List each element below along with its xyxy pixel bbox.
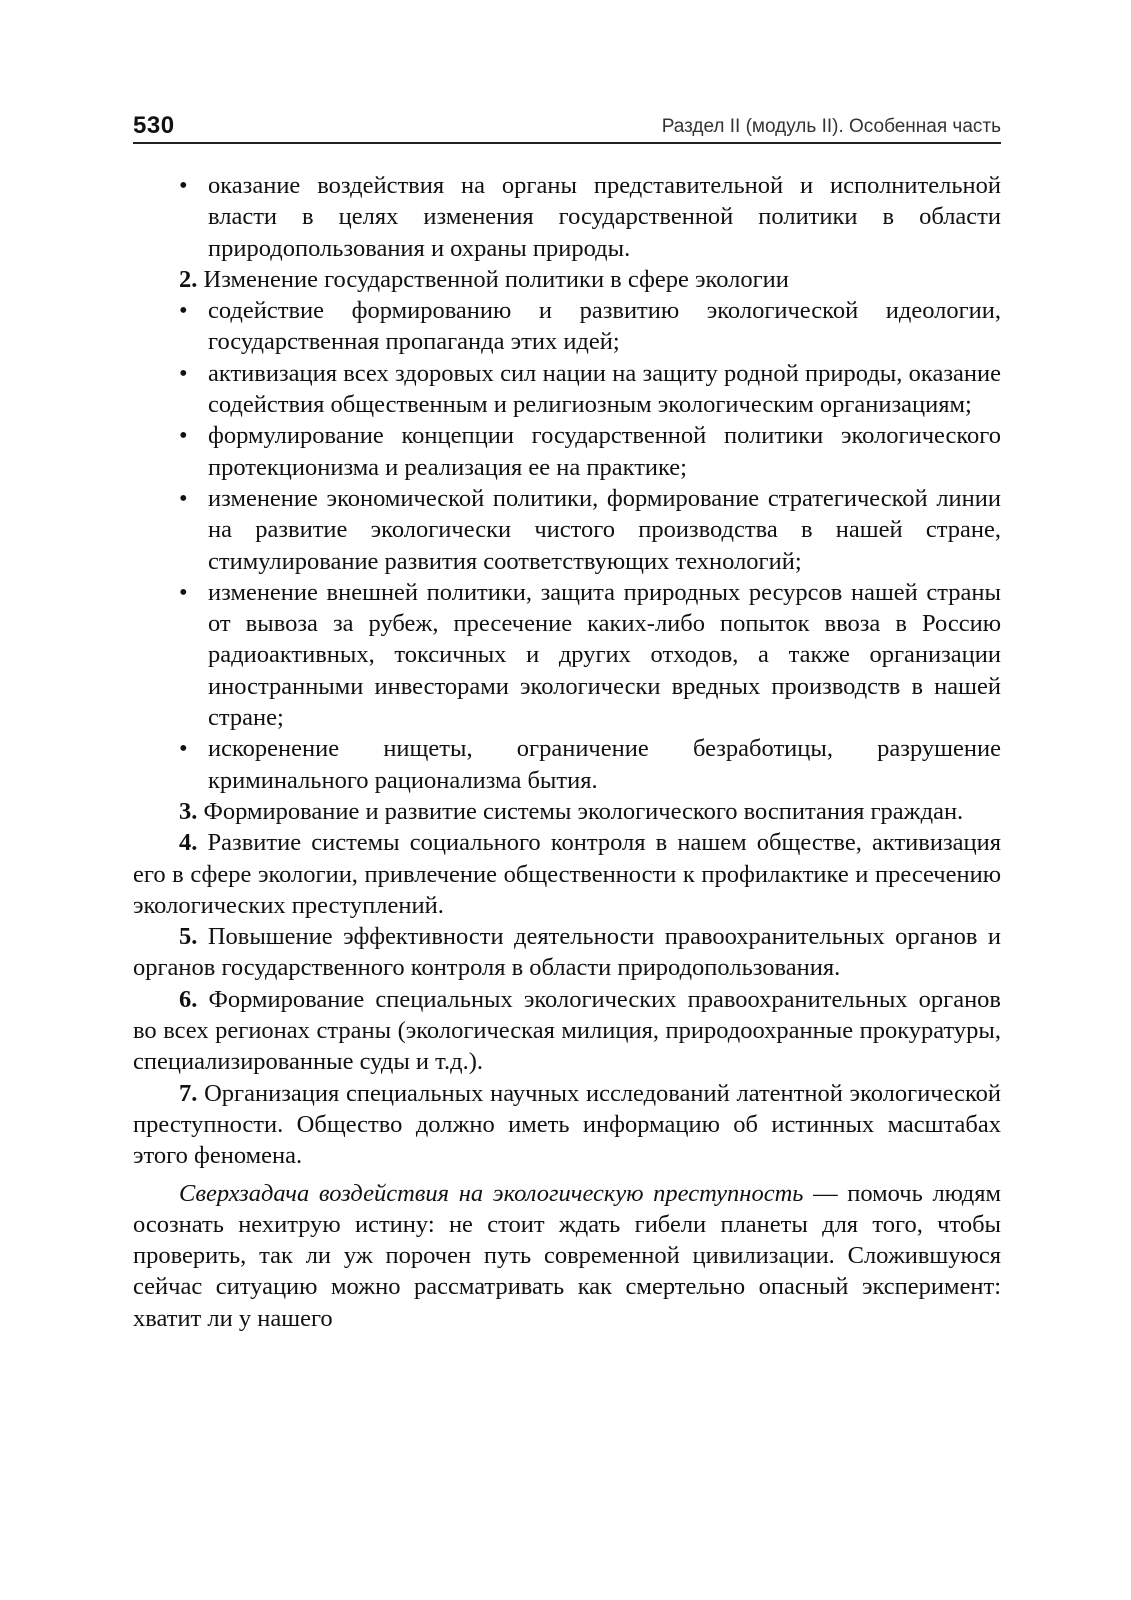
bullet-list-item2: [133, 295, 1001, 796]
item-number: 5.: [179, 923, 198, 951]
item-number: 7.: [179, 1079, 198, 1107]
bullet-text: оказание воздействия на органы представительной и исполнительной власти в целях изменения государственной политики в области природопользования и охраны природы.: [208, 172, 1001, 262]
item-number: 6.: [179, 985, 198, 1013]
italic-lead: Сверхзадача воздействия на экологическую преступность: [179, 1179, 804, 1207]
page-body: [133, 170, 1001, 1334]
bullet-marker: •: [179, 578, 188, 606]
bullet-marker: •: [179, 297, 188, 325]
item-number: 2.: [179, 265, 198, 293]
bullet-item: [133, 733, 1001, 796]
book-page: [133, 108, 1001, 1334]
bullet-item: [133, 358, 1001, 421]
paragraph-text: Организация специальных научных исследований латентной экологической преступности. Общество должно иметь информацию об истинных масштабах этого феномена.: [133, 1079, 1001, 1170]
numbered-paragraph-7: [133, 1078, 1001, 1172]
bullet-item: [133, 577, 1001, 733]
numbered-paragraph-4: [133, 827, 1001, 921]
bullet-marker: •: [179, 172, 188, 199]
numbered-paragraph-6: [133, 984, 1001, 1078]
closing-paragraph: [133, 1178, 1001, 1334]
bullet-text: изменение экономической политики, формирование стратегической линии на развитие экологически чистого производства в нашей стране, стимулирование развития соответствующих технологий;: [208, 484, 1001, 575]
item-number: 3.: [179, 797, 198, 825]
bullet-item: [133, 483, 1001, 577]
paragraph-text: Повышение эффективности деятельности правоохранительных органов и органов государственного контроля в области природопользования.: [133, 923, 1002, 982]
bullet-text: искоренение нищеты, ограничение безработицы, разрушение криминального рационализма бытия.: [208, 735, 1001, 794]
paragraph-text: — помочь людям осознать нехитрую истину: не стоит ждать гибели планеты для того, чтобы проверить, так ли уж порочен путь современной цивилизации. Сложившуюся сейчас ситуацию можно рассматривать как смертельно опасный эксперимент: хватит ли у нашего: [133, 1179, 1001, 1332]
running-head: Раздел II (модуль II). Особенная часть: [661, 116, 1001, 137]
page-header: [133, 108, 1001, 144]
bullet-marker: •: [179, 422, 188, 450]
page-number: 530: [133, 112, 175, 139]
paragraph-text: Развитие системы социального контроля в нашем обществе, активизация его в сфере экологии, привлечение общественности к профилактике и пресечению экологических преступлений.: [133, 829, 1002, 919]
bullet-marker: •: [179, 735, 188, 763]
bullet-text: изменение внешней политики, защита природных ресурсов нашей страны от вывоза за рубеж, пресечение каких-либо попыток ввоза в Россию радиоактивных, токсичных и других отходов, а также организации иностранными инвесторами экологически вредных производств в нашей стране;: [208, 578, 1001, 732]
bullet-text: активизация всех здоровых сил нации на защиту родной природы, оказание содействия общественным и религиозным экологическим организациям;: [208, 359, 1001, 419]
paragraph-text: Формирование специальных экологических правоохранительных органов во всех регионах страны (экологическая милиция, природоохранные прокуратуры, специализированные суды и т.д.).: [133, 985, 1002, 1076]
item-text: Изменение государственной политики в сфере экологии: [203, 265, 789, 293]
bullet-text: формулирование концепции государственной политики экологического протекционизма и реализация ее на практике;: [208, 422, 1001, 481]
numbered-paragraph-5: [133, 921, 1001, 984]
bullet-item: [133, 420, 1001, 483]
item-number: 4.: [179, 829, 198, 857]
bullet-item: [133, 295, 1001, 358]
numbered-paragraph-3: [133, 796, 1001, 827]
paragraph-text: Формирование и развитие системы экологического воспитания граждан.: [203, 797, 964, 825]
bullet-list-top: [133, 170, 1001, 264]
bullet-marker: •: [179, 484, 188, 512]
bullet-marker: •: [179, 359, 188, 387]
numbered-heading-2: [133, 264, 1001, 295]
bullet-text: содействие формированию и развитию экологической идеологии, государственная пропаганда этих идей;: [208, 297, 1001, 356]
bullet-item: [133, 170, 1001, 264]
